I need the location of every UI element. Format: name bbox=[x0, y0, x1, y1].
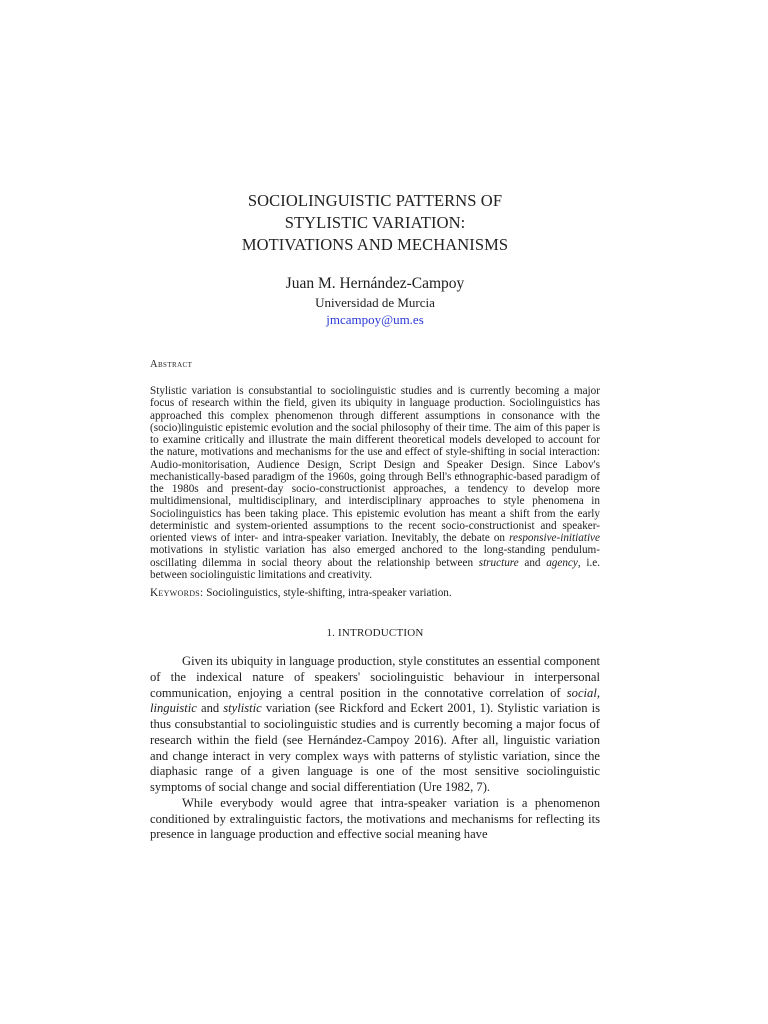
intro-p1-text-b: variation (see Rickford and Eckert 2001, 1). Stylistic variation is thus consubstantial to sociolinguistic studies and is currently becoming a major focus of research within the field (see Hernández-Campoy 2016). After all, linguistic variation and change interact in very complex ways with patterns of stylistic variation, since the diaphasic range of a given language is one of the most sensitive sociolinguistic symptoms of social change and social differentiation (Ure 1982, 7). bbox=[150, 701, 600, 794]
keywords-text: Sociolinguistics, style-shifting, intra-speaker variation. bbox=[203, 587, 452, 599]
author-affiliation: Universidad de Murcia bbox=[315, 295, 435, 310]
title-line-1: SOCIOLINGUISTIC PATTERNS OF bbox=[247, 191, 503, 210]
intro-em-linguistic: linguistic bbox=[150, 701, 197, 716]
abstract-heading: Abstract bbox=[150, 359, 193, 370]
abstract-em-responsive: responsive-initiative bbox=[509, 532, 600, 544]
paper-title bbox=[150, 190, 600, 256]
section-heading-introduction: 1. INTRODUCTION bbox=[326, 627, 424, 639]
paper-page bbox=[150, 190, 600, 843]
author-email-link[interactable]: jmcampoy@um.es bbox=[326, 312, 424, 327]
intro-paragraph-1 bbox=[150, 654, 600, 796]
title-line-3: MOTIVATIONS AND MECHANISMS bbox=[241, 235, 509, 254]
intro-p1-sep-2: and bbox=[196, 701, 224, 716]
intro-em-stylistic: stylistic bbox=[223, 701, 262, 716]
intro-p1-text-a: Given its ubiquity in language production, style constitutes an essential component of the indexical nature of speakers' sociolinguistic behaviour in interpersonal communication, enjoying a central position in the connotative correlation of bbox=[150, 654, 600, 700]
abstract-body bbox=[150, 385, 600, 581]
abstract-text-d: , i.e. between sociolinguistic limitations and creativity. bbox=[150, 556, 601, 581]
intro-p1-sep-1: , bbox=[596, 685, 600, 700]
keywords bbox=[150, 587, 600, 600]
title-line-2: STYLISTIC VARIATION: bbox=[284, 213, 466, 232]
intro-em-social: social bbox=[566, 685, 597, 700]
introduction-body bbox=[150, 654, 600, 843]
abstract-text-c: and bbox=[518, 556, 547, 569]
abstract-em-structure: structure bbox=[478, 556, 519, 569]
author-name: Juan M. Hernández-Campoy bbox=[285, 275, 465, 292]
abstract-text-b: motivations in stylistic variation has also emerged anchored to the long-standing pendulum-oscillating dilemma in social theory about the relationship between bbox=[150, 544, 600, 569]
abstract-text-a: Stylistic variation is consubstantial to sociolinguistic studies and is currently becoming a major focus of research within the field, given its ubiquity in language production. Sociolinguistics has approached this complex phenomenon through different assumptions in consonance with the (socio)linguistic epistemic evolution and the social philosophy of their time. The aim of this paper is to examine critically and illustrate the main different theoretical models developed to account for the nature, motivations and mechanisms for the use and effect of style-shifting in social interaction: Audio-monitorisation, Audience Design, Script Design and Speaker Design. Since Labov's mechanistically-based paradigm of the 1960s, going through Bell's ethnographic-based paradigm of the 1980s and present-day socio-constructionist approaches, a tendency to develop more multidimensional, multidisciplinary, and interdisciplinary approaches to style phenomena in Sociolinguistics has been taking place. This epistemic evolution has meant a shift from the early deterministic and system-oriented assumptions to the recent socio-constructionist and speaker-oriented views of inter- and intra-speaker variation. Inevitably, the debate on bbox=[150, 385, 600, 544]
keywords-label: Keywords: bbox=[150, 587, 204, 599]
abstract-em-agency: agency bbox=[546, 556, 578, 569]
intro-paragraph-2: While everybody would agree that intra-speaker variation is a phenomenon conditioned by extralinguistic factors, the motivations and mechanisms for reflecting its presence in language production and effective social meaning have bbox=[150, 795, 600, 842]
